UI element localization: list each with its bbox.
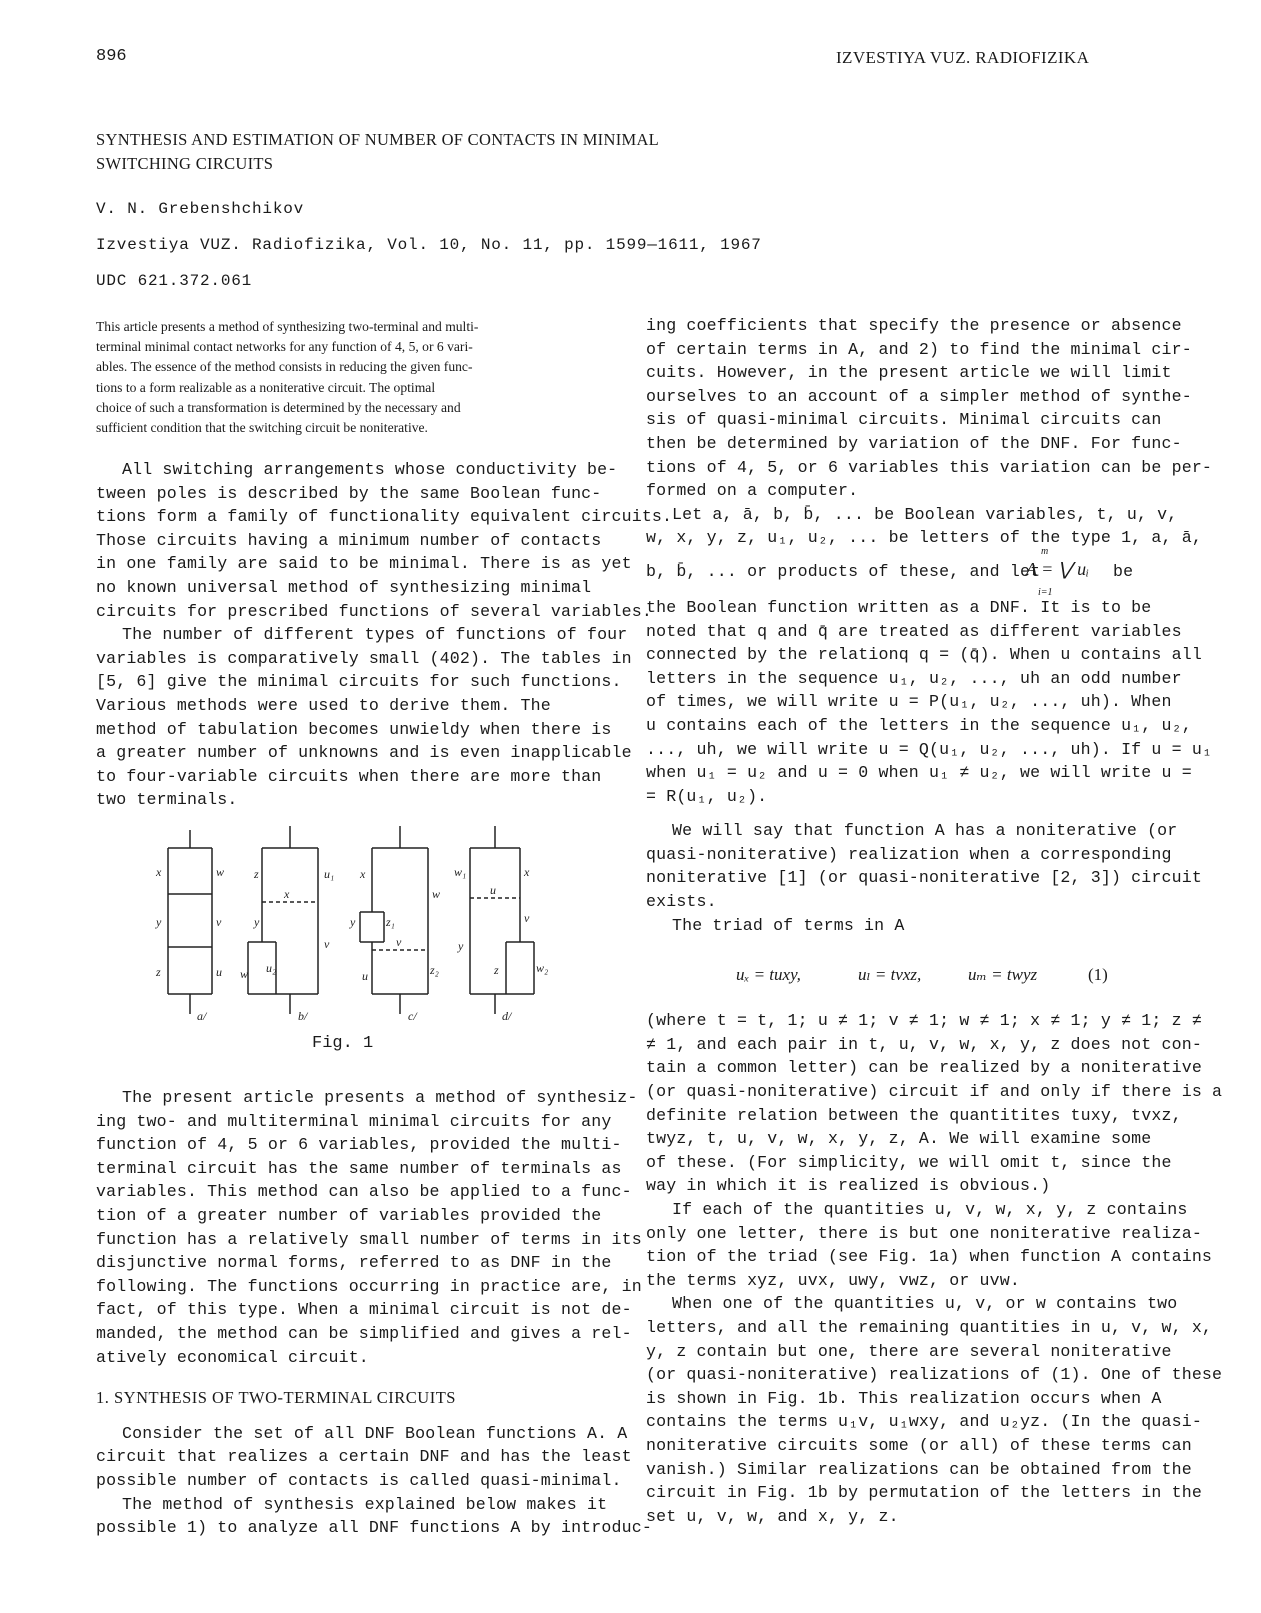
panel-label-b: b/	[298, 1009, 308, 1023]
contact-label: z₁	[386, 915, 395, 929]
citation: Izvestiya VUZ. Radiofizika, Vol. 10, No. 11, pp. 1599—1611, 1967	[96, 236, 762, 254]
text-line: ..., uh, we will write u = Q(u₁, u₂, ..., uh). If u = u₁	[646, 739, 1213, 759]
text-line: then be determined by variation of the DNF. For func-	[646, 433, 1182, 453]
text-line: Those circuits having a minimum number of contacts	[96, 530, 602, 550]
contact-label: x	[360, 867, 366, 881]
contact-label: u	[362, 969, 368, 983]
panel-label-a: a/	[197, 1009, 207, 1023]
text-line: atively economical circuit.	[96, 1347, 369, 1367]
text-line: twyz, t, u, v, w, x, y, z, A. We will examine some	[646, 1129, 1152, 1149]
text-line: If each of the quantities u, v, w, x, y, z contains	[672, 1200, 1188, 1219]
text-line: set u, v, w, and x, y, z.	[646, 1506, 899, 1526]
text-line: noniterative [1] (or quasi-noniterative [2, 3]) circuit	[646, 868, 1202, 888]
text-line: is shown in Fig. 1b. This realization occurs when A	[646, 1388, 1162, 1408]
contact-label: u₂	[266, 961, 277, 975]
contact-label: v	[396, 935, 402, 949]
text-line: When one of the quantities u, v, or w contains two	[672, 1294, 1178, 1314]
text-line: [5, 6] give the minimal circuits for such functions.	[96, 672, 622, 692]
text-line: b, b̄, ... or products of these, and let	[646, 561, 1041, 581]
equation-term: uₗ = tvxz,	[858, 965, 922, 985]
text-line: of times, we will write u = P(u₁, u₂, ..., uh). When	[646, 692, 1172, 712]
text-line: The present article presents a method of synthesiz-	[122, 1088, 638, 1107]
text-line: Various methods were used to derive them. The	[96, 695, 551, 715]
paragraph	[96, 1422, 632, 1493]
text-line: w, x, y, z, u₁, u₂, ... be letters of the type 1, a, ā,	[646, 528, 1202, 548]
contact-label: y	[254, 915, 260, 929]
text-line: The triad of terms in A	[672, 915, 905, 935]
text-line: All switching arrangements whose conductivity be-	[122, 460, 618, 479]
text-line: contains the terms u₁v, u₁wxy, and u₂yz. (In the quasi-	[646, 1412, 1202, 1432]
abstract	[96, 317, 616, 438]
figure-panel-c	[349, 826, 440, 1023]
figure-1	[140, 822, 560, 1082]
text-line: in one family are said to be minimal. There is as yet	[96, 554, 632, 574]
text-line: exists.	[646, 892, 717, 912]
contact-label: x	[156, 865, 162, 879]
contact-label: z	[156, 965, 161, 979]
abstract-line: This article presents a method of synthesizing two-terminal and multi-	[96, 319, 479, 334]
text-line: tions form a family of functionality equivalent circuits.	[96, 507, 673, 527]
text-line: possible 1) to analyze all DNF functions A by introduc-	[96, 1518, 652, 1538]
abstract-line: ables. The essence of the method consists in reducing the given func-	[96, 359, 473, 375]
left-column-upper	[96, 458, 673, 812]
paragraph	[646, 503, 1213, 809]
text-line: tions of 4, 5, or 6 variables this variation can be per-	[646, 457, 1213, 477]
text-line: connected by the relationq q = (q̄). When u contains all	[646, 645, 1202, 665]
figure-panel-a	[155, 830, 224, 1023]
text-line: method of tabulation becomes unwieldy when there is	[96, 719, 612, 739]
text-line: circuit that realizes a certain DNF and has the least	[96, 1447, 632, 1467]
figure-panel-d	[454, 826, 548, 1023]
contact-label: v	[324, 937, 330, 951]
text-line: ≠ 1, and each pair in t, u, v, w, x, y, z does not con-	[646, 1034, 1202, 1054]
text-line: (or quasi-noniterative) circuit if and only if there is a	[646, 1082, 1223, 1102]
text-line: noniterative circuits some (or all) of these terms can	[646, 1435, 1192, 1455]
section-heading: 1. SYNTHESIS OF TWO-TERMINAL CIRCUITS	[96, 1388, 456, 1408]
text-line: terminal circuit has the same number of terminals as	[96, 1158, 622, 1178]
contact-label: w	[432, 887, 441, 901]
text-line: (or quasi-noniterative) realizations of (1). One of these	[646, 1365, 1223, 1385]
article-title	[96, 128, 659, 176]
contact-label: y	[350, 915, 356, 929]
text-line: circuits for prescribed functions of several variables.	[96, 601, 652, 621]
text-line: cuits. However, in the present article we will limit	[646, 363, 1172, 383]
formula-superscript: m	[1041, 545, 1049, 557]
udc: UDC 621.372.061	[96, 272, 253, 290]
figure-panel-b	[240, 826, 334, 1023]
title-line: SWITCHING CIRCUITS	[96, 154, 274, 173]
contact-label: u	[490, 883, 496, 897]
formula-line	[646, 545, 1171, 598]
right-column	[646, 314, 1223, 1528]
text-line: following. The functions occurring in practice are, in	[96, 1276, 642, 1296]
text-line: manded, the method can be simplified and gives a rel-	[96, 1323, 632, 1343]
text-line: function has a relatively small number of terms in its	[96, 1229, 642, 1249]
equation-number: (1)	[1088, 965, 1108, 985]
text-line: variables. This method can also be applied to a func-	[96, 1182, 632, 1202]
text-line: disjunctive normal forms, referred to as DNF in the	[96, 1253, 612, 1273]
text-line: tween poles is described by the same Boolean func-	[96, 483, 602, 503]
text-line: Let a, ā, b, b̄, ... be Boolean variables, t, u, v,	[672, 504, 1178, 524]
paragraph	[96, 623, 632, 812]
text-line: Consider the set of all DNF Boolean functions A. A	[122, 1423, 628, 1443]
contact-label: y	[156, 915, 162, 929]
contact-label: u₁	[324, 867, 335, 881]
text-line: of these. (For simplicity, we will omit t, since the	[646, 1152, 1172, 1172]
text-line: u contains each of the letters in the sequence u₁, u₂,	[646, 715, 1192, 735]
text-line: the terms xyz, uvx, uwy, vwz, or uvw.	[646, 1270, 1020, 1290]
formula-subscript: i=1	[1038, 586, 1053, 598]
contact-label: v	[524, 911, 530, 925]
paragraph	[646, 819, 1202, 913]
text-line: sis of quasi-minimal circuits. Minimal circuits can	[646, 410, 1162, 430]
text-line: two terminals.	[96, 790, 238, 810]
paragraph	[646, 314, 1213, 503]
contact-label: z	[254, 867, 259, 881]
contact-label: w₂	[536, 961, 549, 975]
text-line: circuit in Fig. 1b by permutation of the letters in the	[646, 1483, 1202, 1503]
text-line: variables is comparatively small (402). The tables in	[96, 648, 632, 668]
text-line: = R(u₁, u₂).	[646, 786, 768, 806]
equation-term: uₘ = twyz	[968, 965, 1038, 985]
text-line: no known universal method of synthesizing minimal	[96, 577, 592, 597]
text-line: to four-variable circuits when there are more than	[96, 766, 602, 786]
text-line: when u₁ = u₂ and u = 0 when u₁ ≠ u₂, we will write u =	[646, 763, 1192, 783]
contact-label: w	[240, 967, 249, 981]
text-line: vanish.) Similar realizations can be obtained from the	[646, 1459, 1192, 1479]
contact-label: w₁	[454, 865, 467, 879]
left-column-lower	[96, 1086, 652, 1540]
text-line: function of 4, 5 or 6 variables, provided the multi-	[96, 1135, 622, 1155]
equation-term: uₓ = tuxy,	[736, 965, 801, 985]
formula: A = ⋁ uᵢ	[1026, 558, 1089, 579]
paragraph	[96, 1086, 642, 1369]
text-line: tion of the triad (see Fig. 1a) when function A contains	[646, 1247, 1213, 1267]
contact-label: z	[494, 963, 499, 977]
title-line: SYNTHESIS AND ESTIMATION OF NUMBER OF CONTACTS IN MINIMAL	[96, 130, 660, 149]
text-line: definite relation between the quantitites tuxy, tvxz,	[646, 1105, 1182, 1125]
paragraph	[96, 458, 673, 623]
page-number: 896	[96, 47, 127, 66]
paragraph	[646, 1292, 1223, 1528]
text-line: (where t = t, 1; u ≠ 1; v ≠ 1; w ≠ 1; x ≠ 1; y ≠ 1; z ≠	[646, 1011, 1202, 1031]
text-line: of certain terms in A, and 2) to find the minimal cir-	[646, 339, 1192, 359]
text-line: only one letter, there is but one noniterative realiza-	[646, 1223, 1202, 1243]
figure-1-diagram	[140, 822, 560, 1037]
text-line: The number of different types of functions of four	[122, 625, 628, 645]
contact-label: v	[216, 915, 222, 929]
text-line: quasi-noniterative) realization when a corresponding	[646, 844, 1172, 864]
text-line: fact, of this type. When a minimal circuit is not de-	[96, 1300, 632, 1320]
panel-label-c: c/	[408, 1009, 417, 1023]
abstract-line: tions to a form realizable as a noniterative circuit. The optimal	[96, 379, 436, 395]
text-line: ing coefficients that specify the presence or absence	[646, 316, 1182, 335]
abstract-line: terminal minimal contact networks for any function of 4, 5, or 6 vari-	[96, 339, 473, 355]
contact-label: x	[524, 865, 530, 879]
text-line: We will say that function A has a noniterative (or	[672, 821, 1178, 841]
text-line: ourselves to an account of a simpler method of synthe-	[646, 386, 1192, 406]
text-line: way in which it is realized is obvious.)	[646, 1176, 1051, 1196]
text-line: possible number of contacts is called quasi-minimal.	[96, 1470, 622, 1490]
figure-caption: Fig. 1	[312, 1034, 374, 1053]
text-line: noted that q and q̄ are treated as different variables	[646, 621, 1182, 641]
author: V. N. Grebenshchikov	[96, 200, 305, 218]
text-line: a greater number of unknowns and is even inapplicable	[96, 743, 632, 763]
paragraph	[646, 1009, 1223, 1198]
contact-label: w	[216, 865, 225, 879]
text-line: tain a common letter) can be realized by a noniterative	[646, 1058, 1202, 1078]
equation-1	[646, 937, 1171, 1009]
text-line: letters in the sequence u₁, u₂, ..., uh an odd number	[646, 668, 1182, 688]
text-line: be	[1113, 561, 1134, 581]
text-line: letters, and all the remaining quantities in u, v, w, x,	[646, 1317, 1213, 1337]
abstract-line: choice of such a transformation is determined by the necessary and	[96, 399, 461, 415]
contact-label: z₂	[430, 963, 439, 977]
text-line: ing two- and multiterminal minimal circuits for any	[96, 1111, 612, 1131]
text-line: y, z contain but one, there are several noniterative	[646, 1341, 1172, 1361]
running-header: IZVESTIYA VUZ. RADIOFIZIKA	[836, 48, 1090, 67]
text-line: The method of synthesis explained below makes it	[122, 1494, 608, 1514]
paragraph	[646, 1198, 1213, 1292]
panel-label-d: d/	[502, 1009, 512, 1023]
text-line: tion of a greater number of variables provided the	[96, 1205, 602, 1225]
contact-label: y	[458, 939, 464, 953]
contact-label: x	[284, 887, 290, 901]
text-line: formed on a computer.	[646, 481, 859, 501]
paragraph	[96, 1493, 652, 1540]
text-line: the Boolean function written as a DNF. It is to be	[646, 597, 1152, 617]
abstract-line: sufficient condition that the switching circuit be noniterative.	[96, 420, 428, 436]
contact-label: u	[216, 965, 222, 979]
